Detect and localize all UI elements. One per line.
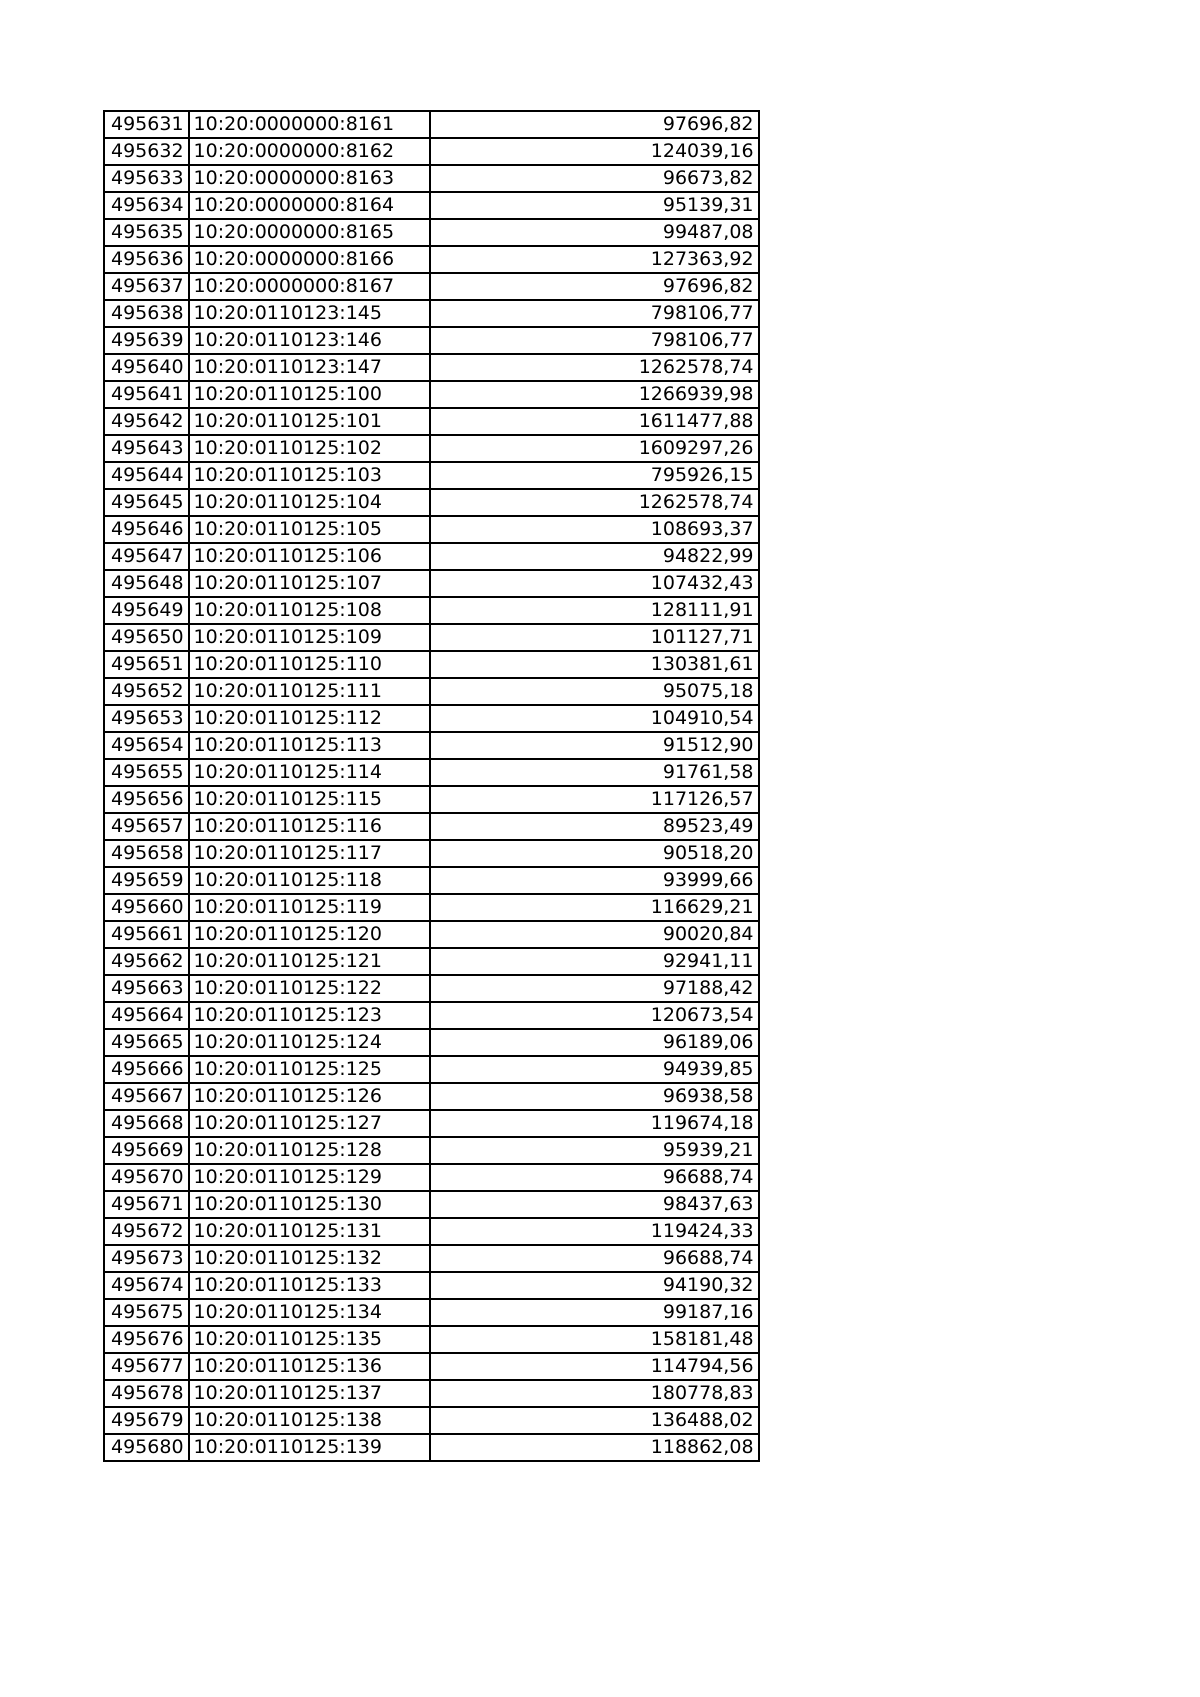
- table-row: [104, 705, 759, 732]
- cadastral-value-table: [103, 110, 760, 1462]
- table-row: [104, 1434, 759, 1461]
- cadastral-number-cell: 10:20:0110125:139: [189, 1434, 430, 1461]
- cadastral-number-cell: 10:20:0000000:8164: [189, 192, 430, 219]
- row-number-cell: 495634: [104, 192, 189, 219]
- row-number-cell: 495653: [104, 705, 189, 732]
- cadastral-value-cell: 98437,63: [430, 1191, 759, 1218]
- cadastral-number-cell: 10:20:0000000:8166: [189, 246, 430, 273]
- cadastral-value-cell: 96189,06: [430, 1029, 759, 1056]
- cadastral-number-cell: 10:20:0110125:119: [189, 894, 430, 921]
- cadastral-value-cell: 118862,08: [430, 1434, 759, 1461]
- row-number-cell: 495670: [104, 1164, 189, 1191]
- row-number-cell: 495644: [104, 462, 189, 489]
- table-row: [104, 516, 759, 543]
- table-row: [104, 1353, 759, 1380]
- cadastral-value-cell: 94822,99: [430, 543, 759, 570]
- cadastral-value-cell: 158181,48: [430, 1326, 759, 1353]
- cadastral-number-cell: 10:20:0110125:116: [189, 813, 430, 840]
- cadastral-value-cell: 107432,43: [430, 570, 759, 597]
- cadastral-value-cell: 127363,92: [430, 246, 759, 273]
- cadastral-number-cell: 10:20:0000000:8165: [189, 219, 430, 246]
- row-number-cell: 495661: [104, 921, 189, 948]
- cadastral-number-cell: 10:20:0110125:136: [189, 1353, 430, 1380]
- cadastral-value-cell: 96688,74: [430, 1164, 759, 1191]
- cadastral-value-cell: 124039,16: [430, 138, 759, 165]
- row-number-cell: 495675: [104, 1299, 189, 1326]
- cadastral-value-cell: 798106,77: [430, 300, 759, 327]
- table-row: [104, 273, 759, 300]
- row-number-cell: 495635: [104, 219, 189, 246]
- cadastral-number-cell: 10:20:0110125:138: [189, 1407, 430, 1434]
- cadastral-value-cell: 119674,18: [430, 1110, 759, 1137]
- row-number-cell: 495647: [104, 543, 189, 570]
- table-row: [104, 165, 759, 192]
- row-number-cell: 495667: [104, 1083, 189, 1110]
- row-number-cell: 495665: [104, 1029, 189, 1056]
- table-body: [104, 111, 759, 1461]
- cadastral-value-cell: 130381,61: [430, 651, 759, 678]
- table-row: [104, 489, 759, 516]
- row-number-cell: 495646: [104, 516, 189, 543]
- table-row: [104, 732, 759, 759]
- row-number-cell: 495659: [104, 867, 189, 894]
- cadastral-number-cell: 10:20:0000000:8167: [189, 273, 430, 300]
- cadastral-number-cell: 10:20:0110125:110: [189, 651, 430, 678]
- cadastral-number-cell: 10:20:0110125:101: [189, 408, 430, 435]
- row-number-cell: 495633: [104, 165, 189, 192]
- cadastral-number-cell: 10:20:0110125:112: [189, 705, 430, 732]
- cadastral-number-cell: 10:20:0000000:8163: [189, 165, 430, 192]
- cadastral-number-cell: 10:20:0110125:137: [189, 1380, 430, 1407]
- row-number-cell: 495656: [104, 786, 189, 813]
- row-number-cell: 495645: [104, 489, 189, 516]
- cadastral-number-cell: 10:20:0110125:113: [189, 732, 430, 759]
- cadastral-number-cell: 10:20:0110125:106: [189, 543, 430, 570]
- row-number-cell: 495674: [104, 1272, 189, 1299]
- table-row: [104, 1326, 759, 1353]
- cadastral-number-cell: 10:20:0110125:118: [189, 867, 430, 894]
- cadastral-number-cell: 10:20:0110125:100: [189, 381, 430, 408]
- cadastral-number-cell: 10:20:0110123:145: [189, 300, 430, 327]
- cadastral-value-cell: 97696,82: [430, 273, 759, 300]
- table-row: [104, 651, 759, 678]
- cadastral-value-cell: 96938,58: [430, 1083, 759, 1110]
- table-row: [104, 1245, 759, 1272]
- cadastral-value-cell: 1266939,98: [430, 381, 759, 408]
- row-number-cell: 495666: [104, 1056, 189, 1083]
- cadastral-value-cell: 128111,91: [430, 597, 759, 624]
- cadastral-value-cell: 795926,15: [430, 462, 759, 489]
- cadastral-number-cell: 10:20:0110125:126: [189, 1083, 430, 1110]
- cadastral-number-cell: 10:20:0110125:129: [189, 1164, 430, 1191]
- row-number-cell: 495651: [104, 651, 189, 678]
- cadastral-value-cell: 96673,82: [430, 165, 759, 192]
- row-number-cell: 495638: [104, 300, 189, 327]
- cadastral-value-cell: 96688,74: [430, 1245, 759, 1272]
- row-number-cell: 495639: [104, 327, 189, 354]
- cadastral-value-cell: 92941,11: [430, 948, 759, 975]
- cadastral-value-cell: 89523,49: [430, 813, 759, 840]
- row-number-cell: 495680: [104, 1434, 189, 1461]
- table-row: [104, 786, 759, 813]
- cadastral-value-cell: 1262578,74: [430, 489, 759, 516]
- cadastral-number-cell: 10:20:0110125:134: [189, 1299, 430, 1326]
- table-row: [104, 1272, 759, 1299]
- table-row: [104, 597, 759, 624]
- cadastral-value-cell: 120673,54: [430, 1002, 759, 1029]
- cadastral-value-cell: 798106,77: [430, 327, 759, 354]
- row-number-cell: 495637: [104, 273, 189, 300]
- cadastral-number-cell: 10:20:0110125:105: [189, 516, 430, 543]
- row-number-cell: 495662: [104, 948, 189, 975]
- cadastral-value-cell: 99187,16: [430, 1299, 759, 1326]
- cadastral-number-cell: 10:20:0110125:122: [189, 975, 430, 1002]
- cadastral-value-cell: 108693,37: [430, 516, 759, 543]
- table-row: [104, 759, 759, 786]
- table-row: [104, 219, 759, 246]
- row-number-cell: 495642: [104, 408, 189, 435]
- table-row: [104, 300, 759, 327]
- table-row: [104, 462, 759, 489]
- cadastral-number-cell: 10:20:0110125:128: [189, 1137, 430, 1164]
- cadastral-number-cell: 10:20:0000000:8162: [189, 138, 430, 165]
- cadastral-value-cell: 97696,82: [430, 111, 759, 138]
- cadastral-value-cell: 101127,71: [430, 624, 759, 651]
- table-row: [104, 813, 759, 840]
- cadastral-value-cell: 1611477,88: [430, 408, 759, 435]
- cadastral-number-cell: 10:20:0110125:114: [189, 759, 430, 786]
- row-number-cell: 495632: [104, 138, 189, 165]
- cadastral-number-cell: 10:20:0110125:132: [189, 1245, 430, 1272]
- table-row: [104, 570, 759, 597]
- cadastral-number-cell: 10:20:0110125:117: [189, 840, 430, 867]
- cadastral-value-cell: 180778,83: [430, 1380, 759, 1407]
- cadastral-value-cell: 97188,42: [430, 975, 759, 1002]
- table-row: [104, 111, 759, 138]
- table-row: [104, 435, 759, 462]
- table-row: [104, 894, 759, 921]
- table-row: [104, 1029, 759, 1056]
- row-number-cell: 495631: [104, 111, 189, 138]
- table-row: [104, 921, 759, 948]
- table-row: [104, 1083, 759, 1110]
- table-row: [104, 246, 759, 273]
- cadastral-value-cell: 94939,85: [430, 1056, 759, 1083]
- table-row: [104, 1110, 759, 1137]
- row-number-cell: 495669: [104, 1137, 189, 1164]
- row-number-cell: 495648: [104, 570, 189, 597]
- cadastral-value-cell: 116629,21: [430, 894, 759, 921]
- cadastral-value-cell: 90518,20: [430, 840, 759, 867]
- row-number-cell: 495671: [104, 1191, 189, 1218]
- cadastral-value-cell: 117126,57: [430, 786, 759, 813]
- table-row: [104, 1056, 759, 1083]
- row-number-cell: 495636: [104, 246, 189, 273]
- cadastral-value-cell: 1609297,26: [430, 435, 759, 462]
- cadastral-number-cell: 10:20:0110125:125: [189, 1056, 430, 1083]
- row-number-cell: 495654: [104, 732, 189, 759]
- cadastral-number-cell: 10:20:0110125:133: [189, 1272, 430, 1299]
- cadastral-number-cell: 10:20:0110125:108: [189, 597, 430, 624]
- cadastral-value-cell: 1262578,74: [430, 354, 759, 381]
- cadastral-value-cell: 93999,66: [430, 867, 759, 894]
- cadastral-number-cell: 10:20:0110123:147: [189, 354, 430, 381]
- table-row: [104, 840, 759, 867]
- row-number-cell: 495677: [104, 1353, 189, 1380]
- cadastral-value-cell: 90020,84: [430, 921, 759, 948]
- table-row: [104, 867, 759, 894]
- table-row: [104, 1002, 759, 1029]
- row-number-cell: 495672: [104, 1218, 189, 1245]
- cadastral-number-cell: 10:20:0110125:135: [189, 1326, 430, 1353]
- row-number-cell: 495678: [104, 1380, 189, 1407]
- table-row: [104, 543, 759, 570]
- table-row: [104, 975, 759, 1002]
- table-row: [104, 678, 759, 705]
- cadastral-value-cell: 119424,33: [430, 1218, 759, 1245]
- cadastral-value-cell: 91761,58: [430, 759, 759, 786]
- row-number-cell: 495658: [104, 840, 189, 867]
- cadastral-number-cell: 10:20:0110125:115: [189, 786, 430, 813]
- row-number-cell: 495649: [104, 597, 189, 624]
- table-row: [104, 138, 759, 165]
- table-row: [104, 192, 759, 219]
- cadastral-number-cell: 10:20:0110125:103: [189, 462, 430, 489]
- row-number-cell: 495643: [104, 435, 189, 462]
- cadastral-number-cell: 10:20:0110125:107: [189, 570, 430, 597]
- cadastral-number-cell: 10:20:0110125:109: [189, 624, 430, 651]
- table-row: [104, 354, 759, 381]
- table-row: [104, 1407, 759, 1434]
- row-number-cell: 495640: [104, 354, 189, 381]
- row-number-cell: 495668: [104, 1110, 189, 1137]
- cadastral-number-cell: 10:20:0110125:131: [189, 1218, 430, 1245]
- table-row: [104, 1218, 759, 1245]
- cadastral-value-cell: 91512,90: [430, 732, 759, 759]
- cadastral-value-cell: 94190,32: [430, 1272, 759, 1299]
- table-row: [104, 1299, 759, 1326]
- row-number-cell: 495650: [104, 624, 189, 651]
- row-number-cell: 495641: [104, 381, 189, 408]
- row-number-cell: 495663: [104, 975, 189, 1002]
- table-row: [104, 1137, 759, 1164]
- cadastral-value-cell: 114794,56: [430, 1353, 759, 1380]
- cadastral-number-cell: 10:20:0110125:124: [189, 1029, 430, 1056]
- row-number-cell: 495657: [104, 813, 189, 840]
- cadastral-number-cell: 10:20:0110125:123: [189, 1002, 430, 1029]
- cadastral-number-cell: 10:20:0110125:127: [189, 1110, 430, 1137]
- table-row: [104, 408, 759, 435]
- table-row: [104, 327, 759, 354]
- cadastral-number-cell: 10:20:0110125:102: [189, 435, 430, 462]
- cadastral-value-cell: 104910,54: [430, 705, 759, 732]
- cadastral-value-cell: 99487,08: [430, 219, 759, 246]
- cadastral-number-cell: 10:20:0110125:121: [189, 948, 430, 975]
- table-row: [104, 1164, 759, 1191]
- cadastral-value-cell: 95075,18: [430, 678, 759, 705]
- table-row: [104, 381, 759, 408]
- cadastral-value-cell: 136488,02: [430, 1407, 759, 1434]
- cadastral-number-cell: 10:20:0110125:111: [189, 678, 430, 705]
- cadastral-number-cell: 10:20:0110125:104: [189, 489, 430, 516]
- row-number-cell: 495673: [104, 1245, 189, 1272]
- row-number-cell: 495660: [104, 894, 189, 921]
- cadastral-value-cell: 95939,21: [430, 1137, 759, 1164]
- table-row: [104, 948, 759, 975]
- table-row: [104, 1191, 759, 1218]
- cadastral-number-cell: 10:20:0000000:8161: [189, 111, 430, 138]
- cadastral-value-cell: 95139,31: [430, 192, 759, 219]
- row-number-cell: 495676: [104, 1326, 189, 1353]
- table-row: [104, 624, 759, 651]
- table-row: [104, 1380, 759, 1407]
- cadastral-number-cell: 10:20:0110125:120: [189, 921, 430, 948]
- row-number-cell: 495655: [104, 759, 189, 786]
- cadastral-number-cell: 10:20:0110123:146: [189, 327, 430, 354]
- row-number-cell: 495664: [104, 1002, 189, 1029]
- row-number-cell: 495652: [104, 678, 189, 705]
- cadastral-number-cell: 10:20:0110125:130: [189, 1191, 430, 1218]
- row-number-cell: 495679: [104, 1407, 189, 1434]
